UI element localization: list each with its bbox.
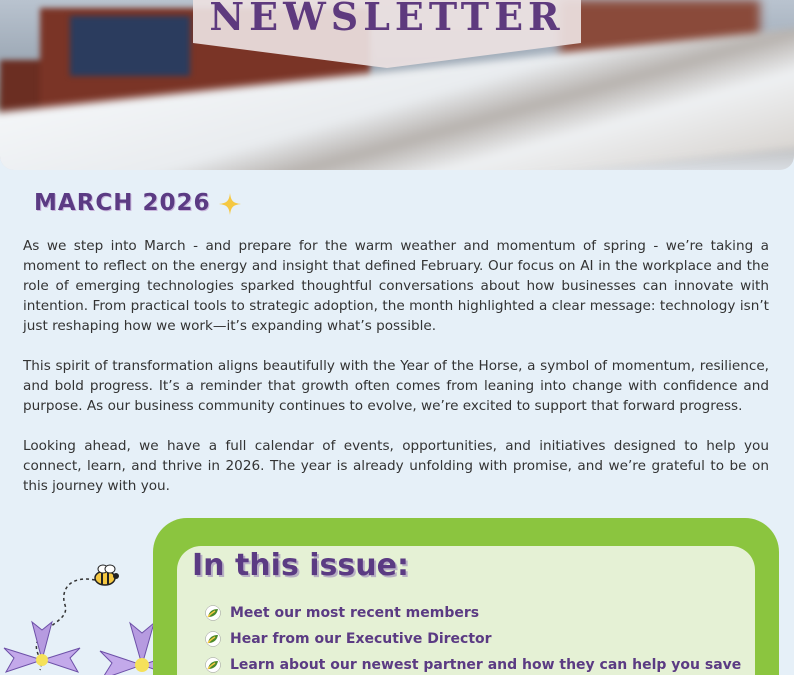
paragraph-2: This spirit of transformation aligns beautifully with the Year of the Horse, a symbol of momentum, resilience, and bold progress. It’s a reminder that growth often comes from leaning into change with confidence and purpose. As our business community continues to evolve, we’re excited to support that forward progress. <box>23 358 769 414</box>
sparkle-icon <box>218 192 242 216</box>
leaf-bullet-icon <box>205 605 221 621</box>
intro-text <box>23 236 769 516</box>
issue-list <box>205 600 741 675</box>
issue-item-label: Learn about our newest partner and how they can help you save <box>230 657 742 673</box>
paragraph-3: Looking ahead, we have a full calendar of events, opportunities, and initiatives designed to help you connect, learn, and thrive in 2026. The year is already unfolding with promise, and we’re grateful to be on this journey with you. <box>23 438 769 494</box>
list-item <box>205 652 741 675</box>
bee-icon <box>95 565 119 585</box>
issue-item-label: Meet our most recent members <box>230 605 480 621</box>
photo-windows <box>70 16 190 76</box>
list-item <box>205 600 741 626</box>
issue-title: In this issue: <box>192 548 409 583</box>
leaf-bullet-icon <box>205 657 221 673</box>
flower-icon-left <box>4 622 80 672</box>
header-photo <box>0 0 794 170</box>
newsletter-title: NEWSLETTER <box>209 0 565 39</box>
issue-item-label: Hear from our Executive Director <box>230 631 492 647</box>
leaf-bullet-icon <box>205 631 221 647</box>
list-item <box>205 626 741 652</box>
month-heading: MARCH 2026 <box>34 190 211 216</box>
paragraph-1: As we step into March - and prepare for the warm weather and momentum of spring - we’re taking a moment to reflect on the energy and insight that defined February. Our focus on AI in the workplace and the role of emerging technologies sparked thoughtful conversations about how businesses can innovate with intention. From practical tools to strategic adoption, the month highlighted a clear message: technology isn’t just reshaping how we work—it’s expanding what’s possible. <box>23 238 769 334</box>
